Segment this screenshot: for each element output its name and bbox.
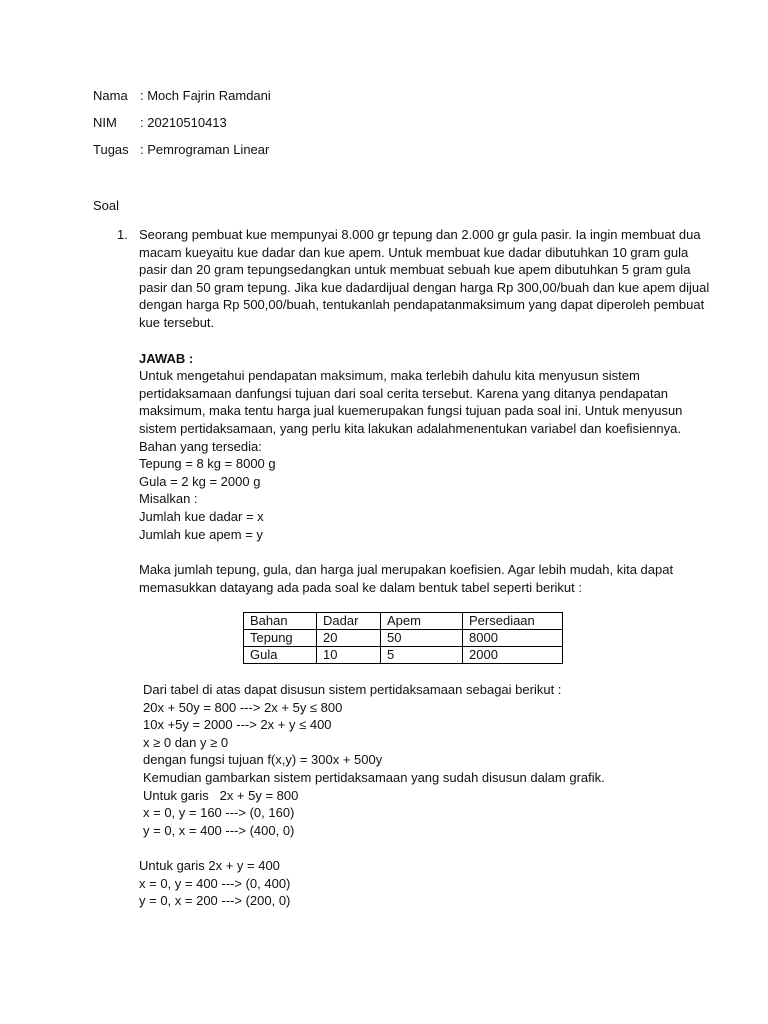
info-label: NIM xyxy=(93,115,117,130)
question-text: Seorang pembuat kue mempunyai 8.000 gr tepung dan 2.000 gr gula pasir. Ia ingin membuat dua macam kueyaitu kue dadar dan kue apem. Untuk membuat kue dadar dibutuhkan 10 gram gula pasir dan 20 gram tepungsedangkan untuk membuat sebuah kue apem dibutuhkan 5 gram gula pasir dan 50 gram tepung. Jika kue dadardijual dengan harga Rp 300,00/buah dan kue apem dijual dengan harga Rp 500,00/buah, tentukanlah pendapatanmaksimum yang dapat diperoleh pembuat kue tersebut. xyxy=(139,227,710,330)
table-header-cell: Bahan xyxy=(244,613,317,630)
derivation-line: x = 0, y = 400 ---> (0, 400) xyxy=(139,875,291,891)
derivation-line: Kemudian gambarkan sistem pertidaksamaan yang sudah disusun dalam grafik. xyxy=(143,769,605,785)
table-header-cell: Persediaan xyxy=(463,613,563,630)
jawab-line: Gula = 2 kg = 2000 g xyxy=(139,473,261,489)
derivation-line: 10x +5y = 2000 ---> 2x + y ≤ 400 xyxy=(143,717,332,733)
table-cell: 20 xyxy=(317,630,381,647)
jawab-intro: Untuk mengetahui pendapatan maksimum, maka terlebih dahulu kita menyusun sistem pertidaksamaan danfungsi tujuan dari soal cerita tersebut. Karena yang ditanya pendapatan maksimum, maka tentu harga jual kuemerupakan fungsi tujuan pada soal ini. Untuk menyusun sistem pertidaksamaan, yang perlu kita lakukan adalahmenentukan variabel dan koefisiennya. xyxy=(139,368,683,436)
jawab-line: Jumlah kue apem = y xyxy=(139,526,263,542)
table-cell: 8000 xyxy=(463,630,563,647)
info-label: Tugas xyxy=(93,142,129,157)
table-header-cell: Dadar xyxy=(317,613,381,630)
jawab-title: JAWAB : xyxy=(139,350,194,366)
question-content xyxy=(139,226,719,596)
table-cell: Gula xyxy=(244,647,317,664)
derivation-line: x ≥ 0 dan y ≥ 0 xyxy=(143,734,229,750)
info-row-nama xyxy=(93,87,271,114)
jawab-line: Tepung = 8 kg = 8000 g xyxy=(139,456,276,472)
info-row-tugas xyxy=(93,141,271,168)
table-cell: Tepung xyxy=(244,630,317,647)
derivation-line: y = 0, x = 400 ---> (400, 0) xyxy=(143,822,295,838)
info-row-nim xyxy=(93,114,271,141)
table-row xyxy=(244,630,563,647)
table-cell: 2000 xyxy=(463,647,563,664)
second-line-points xyxy=(139,857,699,910)
student-info xyxy=(93,87,271,168)
table-row xyxy=(244,647,563,664)
table-intro: Maka jumlah tepung, gula, dan harga jual merupakan koefisien. Agar lebih mudah, kita dapat memasukkan datayang ada pada soal ke dalam bentuk tabel seperti berikut : xyxy=(139,562,674,595)
table-header-cell: Apem xyxy=(381,613,463,630)
derivation-line: y = 0, x = 200 ---> (200, 0) xyxy=(139,893,291,909)
jawab-line: Jumlah kue dadar = x xyxy=(139,508,264,524)
info-value: : 20210510413 xyxy=(140,115,227,130)
derivation-line: dengan fungsi tujuan f(x,y) = 300x + 500y xyxy=(143,752,383,768)
table-cell: 10 xyxy=(317,647,381,664)
table-header-row xyxy=(244,613,563,630)
info-value: : Pemrograman Linear xyxy=(140,142,270,157)
derivation-line: x = 0, y = 160 ---> (0, 160) xyxy=(143,805,295,821)
derivation-line: 20x + 50y = 800 ---> 2x + 5y ≤ 800 xyxy=(143,699,343,715)
inequality-system xyxy=(143,681,703,839)
soal-heading: Soal xyxy=(93,198,120,213)
derivation-line: Untuk garis 2x + y = 400 xyxy=(139,858,280,873)
paragraph-gap xyxy=(139,543,719,561)
derivation-line: Untuk garis 2x + 5y = 800 xyxy=(143,787,299,803)
table-cell: 50 xyxy=(381,630,463,647)
jawab-line: Misalkan : xyxy=(139,491,198,507)
derivation-line: Dari tabel di atas dapat disusun sistem pertidaksamaan sebagai berikut : xyxy=(143,682,562,697)
info-label: Nama xyxy=(93,88,128,103)
question-number: 1. xyxy=(117,227,128,242)
info-value: : Moch Fajrin Ramdani xyxy=(140,88,271,103)
table-cell: 5 xyxy=(381,647,463,664)
coefficient-table xyxy=(243,612,563,664)
jawab-line: Bahan yang tersedia: xyxy=(139,438,262,454)
